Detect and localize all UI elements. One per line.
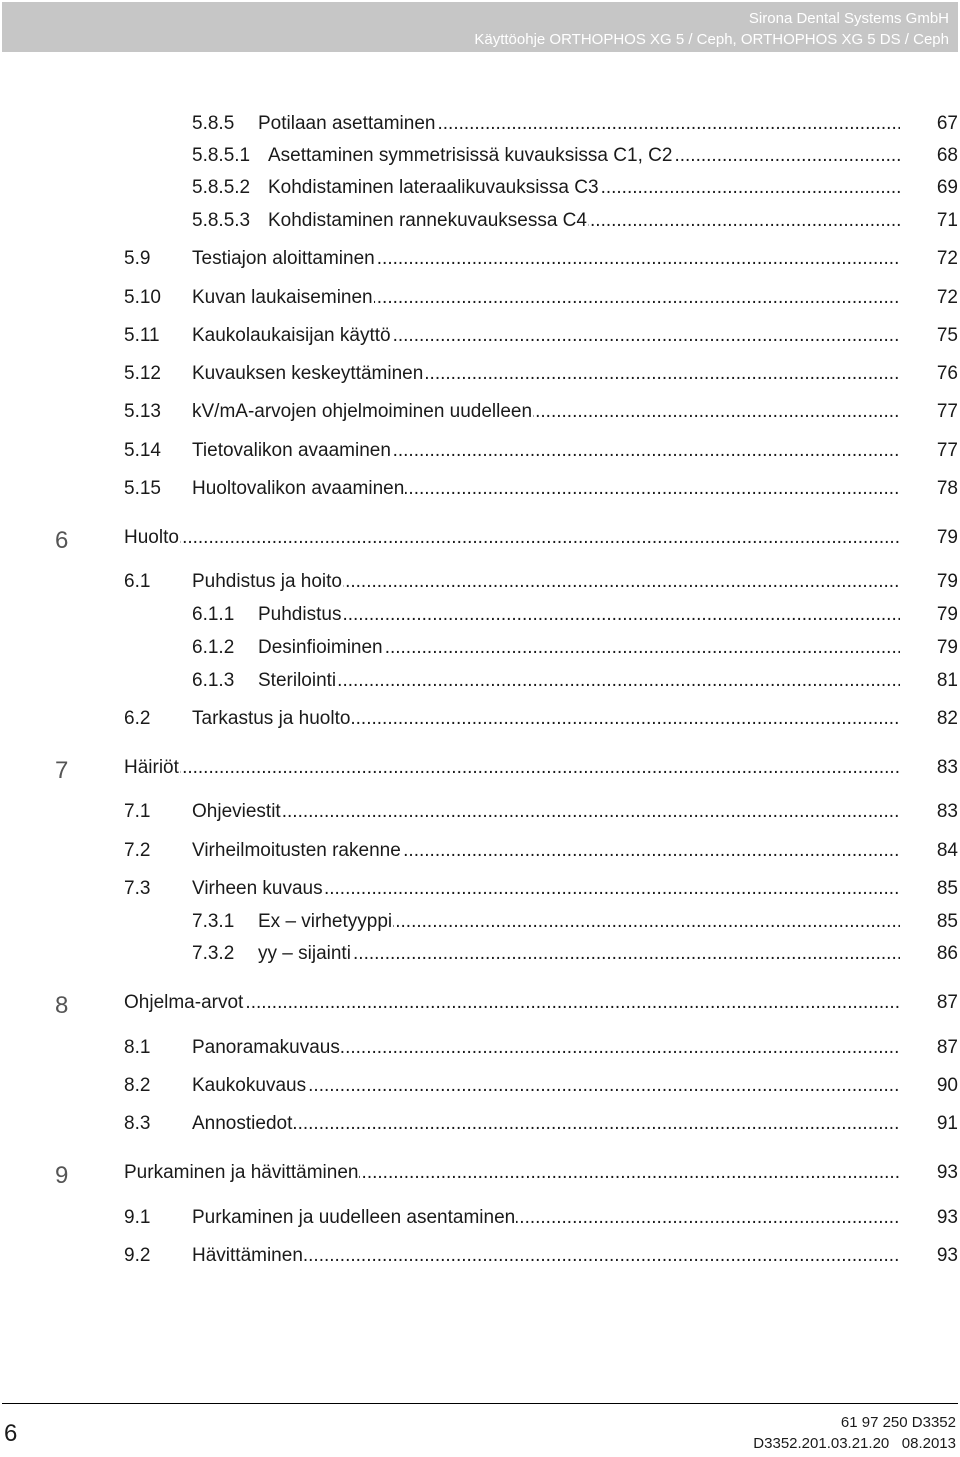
toc-chapter[interactable] [0, 989, 960, 1017]
toc-chapter-number: 8 [55, 992, 69, 1019]
footer-page-number: 6 [4, 1420, 18, 1447]
toc-entry[interactable] [0, 475, 960, 503]
toc-entry[interactable] [0, 437, 960, 465]
toc-entry[interactable] [0, 634, 960, 662]
toc-entry-title [268, 174, 900, 202]
toc-entry-title-text: Kaukolaukaisijan käyttö [192, 325, 391, 346]
footer-doc-code: D3352.201.03.21.20 [753, 1435, 890, 1452]
toc-entry[interactable] [0, 284, 960, 312]
toc-chapter[interactable] [0, 1159, 960, 1187]
toc-entry-number: 6.1.2 [192, 637, 235, 658]
toc-entry-page: 85 [936, 911, 958, 932]
toc-entry[interactable] [0, 1242, 960, 1270]
toc-entry-title-text: Ex – virhetyyppi [258, 911, 393, 932]
toc-entry-page: 93 [936, 1245, 958, 1266]
toc-entry-number: 7.1 [124, 801, 151, 822]
toc-entry-number: 7.2 [124, 840, 151, 861]
toc-entry[interactable] [0, 1204, 960, 1232]
toc-entry-title [258, 601, 900, 629]
toc-entry-page: 72 [936, 287, 958, 308]
toc-entry-title [258, 110, 900, 138]
toc-entry-title [192, 705, 900, 733]
toc-entry-title [268, 207, 900, 235]
toc-entry-page: 75 [936, 325, 958, 346]
toc-entry-title-text: Virheilmoitusten rakenne [192, 840, 401, 861]
toc-entry-title [192, 284, 900, 312]
toc-chapter-number: 9 [55, 1162, 69, 1189]
toc-entry-page: 83 [936, 757, 958, 778]
toc-entry[interactable] [0, 667, 960, 695]
toc-entry-title-text: Tietovalikon avaaminen [192, 440, 391, 461]
toc-entry-title [192, 875, 900, 903]
toc-entry[interactable] [0, 207, 960, 235]
toc-entry-number: 8.1 [124, 1037, 151, 1058]
toc-entry-number: 7.3.1 [192, 911, 235, 932]
toc-entry-title [192, 398, 900, 426]
toc-entry[interactable] [0, 322, 960, 350]
toc-entry-number: 8.2 [124, 1075, 151, 1096]
toc-entry-title [192, 475, 900, 503]
toc-entry-title [192, 1034, 900, 1062]
toc-entry[interactable] [0, 174, 960, 202]
toc-entry-page: 67 [936, 113, 958, 134]
toc-entry-page: 69 [936, 177, 958, 198]
toc-entry-title-text: Kohdistaminen rannekuvauksessa C4 [268, 210, 587, 231]
toc-entry-page: 71 [936, 210, 958, 231]
toc-entry-title-text: Sterilointi [258, 670, 337, 691]
toc-entry[interactable] [0, 837, 960, 865]
toc-entry-page: 77 [936, 401, 958, 422]
toc-entry-title-text: Ohjeviestit [192, 801, 281, 822]
toc-entry-title [192, 798, 900, 826]
toc-entry-number: 8.3 [124, 1113, 151, 1134]
toc-entry[interactable] [0, 398, 960, 426]
toc-entry-title [124, 524, 900, 552]
toc-entry-number: 5.8.5.1 [192, 145, 251, 166]
toc-entry-title-text: kV/mA-arvojen ohjelmoiminen uudelleen [192, 401, 533, 422]
toc-entry-title-text: Asettaminen symmetrisissä kuvauksissa C1, C2 [268, 145, 673, 166]
toc-entry-page: 79 [936, 637, 958, 658]
toc-entry-number: 5.13 [124, 401, 161, 422]
toc-entry-page: 76 [936, 363, 958, 384]
toc-entry[interactable] [0, 142, 960, 170]
toc-entry-page: 84 [936, 840, 958, 861]
toc-entry-page: 93 [936, 1207, 958, 1228]
toc-entry-title-text: Panoramakuvaus [192, 1037, 340, 1058]
toc-entry-title-text: Virheen kuvaus [192, 878, 323, 899]
toc-entry-title [192, 1204, 900, 1232]
toc-entry-title-text: Purkaminen ja hävittäminen [124, 1162, 359, 1183]
toc-entry-number: 6.1.1 [192, 604, 235, 625]
toc-entry[interactable] [0, 875, 960, 903]
toc-entry-title [258, 940, 900, 968]
toc-entry-title-text: Kuvan laukaiseminen [192, 287, 373, 308]
toc-entry[interactable] [0, 568, 960, 596]
toc-entry[interactable] [0, 1034, 960, 1062]
toc-entry-number: 5.11 [124, 325, 160, 346]
toc-entry-title [258, 667, 900, 695]
footer-date: 08.2013 [901, 1435, 956, 1452]
toc-entry[interactable] [0, 110, 960, 138]
footer-doc-code-date [753, 1433, 956, 1454]
toc-entry-title-text: Testiajon aloittaminen [192, 248, 375, 269]
toc-entry-title-text: Häiriöt [124, 757, 179, 778]
toc-entry-page: 87 [936, 1037, 958, 1058]
toc-entry-title [268, 142, 900, 170]
toc-entry[interactable] [0, 601, 960, 629]
toc-chapter[interactable] [0, 524, 960, 552]
toc-entry-title [124, 989, 900, 1017]
toc-entry-number: 7.3 [124, 878, 151, 899]
toc-entry[interactable] [0, 940, 960, 968]
toc-entry-number: 9.1 [124, 1207, 151, 1228]
toc-entry-page: 87 [936, 992, 958, 1013]
toc-entry-page: 81 [936, 670, 958, 691]
toc-entry-title [192, 245, 900, 273]
toc-entry-title-text: Potilaan asettaminen [258, 113, 436, 134]
toc-entry-title [192, 568, 900, 596]
toc-entry[interactable] [0, 1072, 960, 1100]
toc-entry-page: 79 [936, 527, 958, 548]
toc-entry-page: 91 [936, 1113, 958, 1134]
toc-entry-page: 82 [936, 708, 958, 729]
toc-chapter-number: 6 [55, 527, 69, 554]
toc-entry-number: 5.10 [124, 287, 161, 308]
toc-chapter[interactable] [0, 754, 960, 782]
toc-entry-page: 93 [936, 1162, 958, 1183]
toc-entry-title-text: Ohjelma-arvot [124, 992, 244, 1013]
toc-entry-title [124, 1159, 900, 1187]
toc-entry-page: 78 [936, 478, 958, 499]
toc-entry[interactable] [0, 798, 960, 826]
toc-entry-title [192, 437, 900, 465]
toc-entry-title [192, 1110, 900, 1138]
toc-entry-title-text: Annostiedot [192, 1113, 293, 1134]
toc-entry-number: 6.1 [124, 571, 151, 592]
toc-entry-title [192, 322, 900, 350]
toc-entry[interactable] [0, 908, 960, 936]
toc-entry[interactable] [0, 245, 960, 273]
toc-entry-page: 77 [936, 440, 958, 461]
toc-entry[interactable] [0, 360, 960, 388]
toc-entry-number: 6.2 [124, 708, 151, 729]
toc-entry-title-text: Purkaminen ja uudelleen asentaminen [192, 1207, 516, 1228]
toc-entry-title-text: Kaukokuvaus [192, 1075, 307, 1096]
footer-divider [2, 1403, 958, 1404]
toc-entry-page: 86 [936, 943, 958, 964]
toc-entry-title-text: Puhdistus [258, 604, 342, 625]
toc-entry-title [192, 1072, 900, 1100]
toc-entry-title-text: Tarkastus ja huolto [192, 708, 351, 729]
toc-entry-title-text: Huolto [124, 527, 179, 548]
toc-entry-title [258, 634, 900, 662]
header-company: Sirona Dental Systems GmbH [748, 10, 949, 27]
toc-entry-page: 83 [936, 801, 958, 822]
toc-entry-title [192, 1242, 900, 1270]
toc-entry-page: 72 [936, 248, 958, 269]
toc-entry-page: 79 [936, 604, 958, 625]
toc-entry[interactable] [0, 1110, 960, 1138]
toc-entry-title [192, 360, 900, 388]
toc-entry-number: 7.3.2 [192, 943, 235, 964]
toc-entry-number: 6.1.3 [192, 670, 235, 691]
toc-entry-title [258, 908, 900, 936]
footer-doc-info [753, 1412, 956, 1454]
toc-entry-page: 85 [936, 878, 958, 899]
toc-entry-title-text: Desinfioiminen [258, 637, 383, 658]
toc-entry-number: 5.8.5.2 [192, 177, 251, 198]
toc-chapter-number: 7 [55, 757, 69, 784]
toc-entry-number: 5.9 [124, 248, 151, 269]
toc-entry-number: 5.8.5 [192, 113, 235, 134]
toc-entry-number: 5.14 [124, 440, 161, 461]
toc-entry-title-text: Puhdistus ja hoito [192, 571, 342, 592]
toc-entry-number: 5.8.5.3 [192, 210, 251, 231]
toc-entry-title-text: Kuvauksen keskeyttäminen [192, 363, 424, 384]
toc-entry-page: 90 [936, 1075, 958, 1096]
toc-entry-title-text: Huoltovalikon avaaminen [192, 478, 405, 499]
toc-entry-title-text: yy – sijainti [258, 943, 351, 964]
toc-entry-page: 79 [936, 571, 958, 592]
toc-entry-page: 68 [936, 145, 958, 166]
toc-entry-title [192, 837, 900, 865]
toc-entry-title-text: Kohdistaminen lateraalikuvauksissa C3 [268, 177, 599, 198]
footer-doc-number: 61 97 250 D3352 [840, 1414, 956, 1431]
toc-entry-title [124, 754, 900, 782]
toc-entry-number: 9.2 [124, 1245, 151, 1266]
header-manual-title: Käyttöohje ORTHOPHOS XG 5 / Ceph, ORTHOPHOS XG 5 DS / Ceph [474, 31, 949, 48]
toc-entry-number: 5.12 [124, 363, 161, 384]
toc-entry-title-text: Hävittäminen [192, 1245, 303, 1266]
toc-entry-number: 5.15 [124, 478, 161, 499]
toc-entry[interactable] [0, 705, 960, 733]
